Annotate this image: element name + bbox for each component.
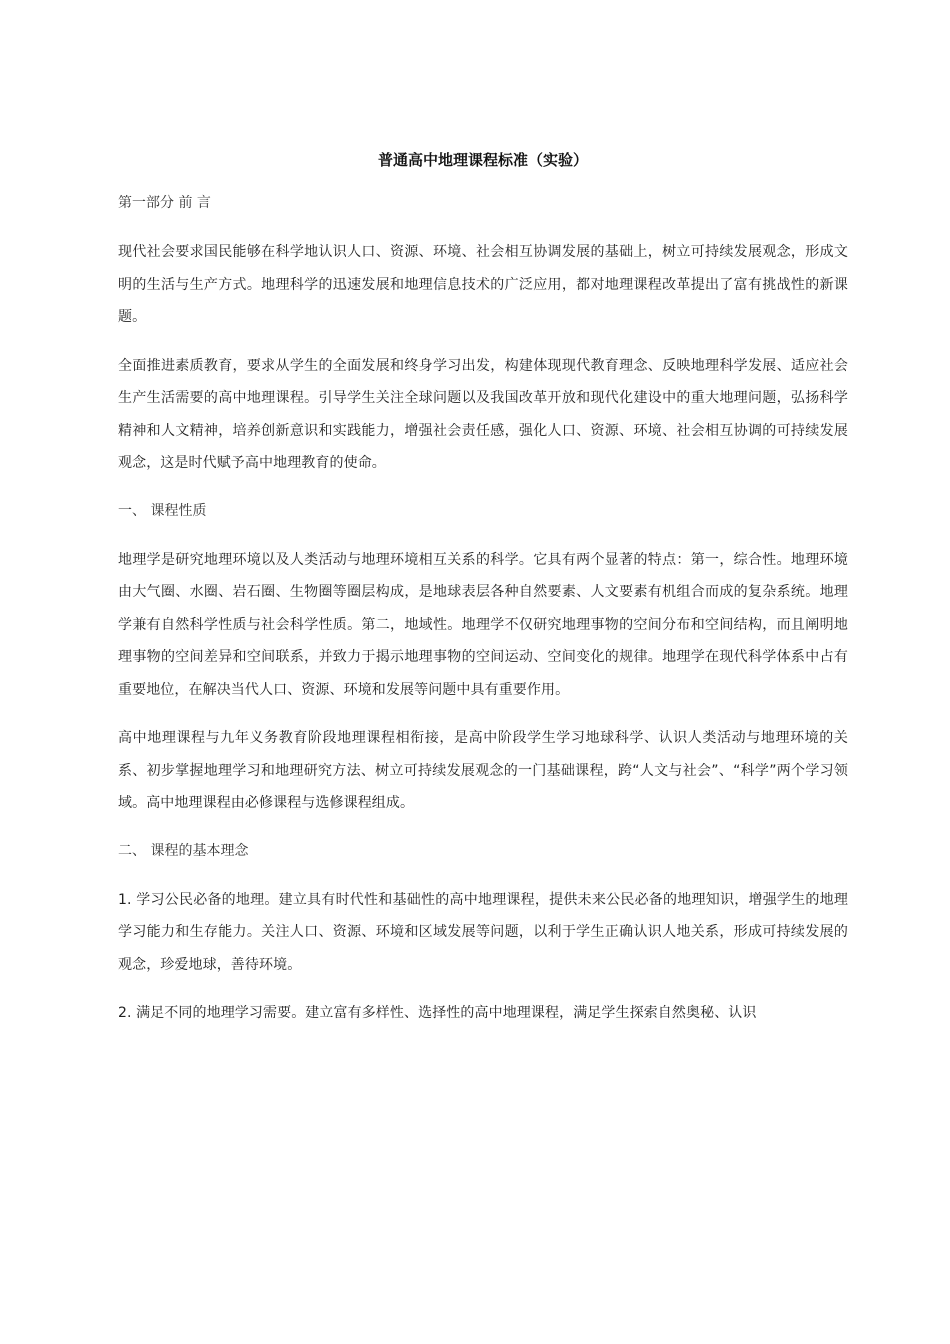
document-title: 普通高中地理课程标准（实验） — [377, 151, 588, 169]
section-1-paragraph-2: 高中地理课程与九年义务教育阶段地理课程相衔接，是高中阶段学生学习地球科学、认识人类活动与地理环境的关系、初步掌握地理学习和地理研究方法、树立可持续发展观念的一门基础课程，跨“人文与社会”、“科学”两个学习领域。高中地理课程由必修课程与选修课程组成。 — [118, 730, 848, 811]
section-2-item-2: 2. 满足不同的地理学习需要。建立富有多样性、选择性的高中地理课程，满足学生探索自然奥秘、认识 — [118, 1005, 757, 1021]
section-2-item-1: 1. 学习公民必备的地理。建立具有时代性和基础性的高中地理课程，提供未来公民必备的地理知识，增强学生的地理学习能力和生存能力。关注人口、资源、环境和区域发展等问题，以利于学生正确认识人地关系，形成可持续发展的观念，珍爱地球，善待环境。 — [118, 891, 848, 973]
section-1-paragraph-1: 地理学是研究地理环境以及人类活动与地理环境相互关系的科学。它具有两个显著的特点：第一，综合性。地理环境由大气圈、水圈、岩石圈、生物圈等圈层构成，是地球表层各种自然要素、人文要素有机组合而成的复杂系统。地理学兼有自然科学性质与社会科学性质。第二，地域性。地理学不仅研究地理事物的空间分布和空间结构，而且阐明地理事物的空间差异和空间联系，并致力于揭示地理事物的空间运动、空间变化的规律。地理学在现代科学体系中占有重要地位，在解决当代人口、资源、环境和发展等问题中具有重要作用。 — [118, 551, 848, 698]
section-2-heading: 二、 课程的基本理念 — [118, 842, 249, 859]
intro-paragraph-1: 现代社会要求国民能够在科学地认识人口、资源、环境、社会相互协调发展的基础上，树立可持续发展观念，形成文明的生活与生产方式。地理科学的迅速发展和地理信息技术的广泛应用，都对地理课程改革提出了富有挑战性的新课题。 — [118, 244, 848, 325]
document-body — [118, 140, 848, 1046]
section-1-heading: 一、 课程性质 — [118, 502, 207, 519]
intro-paragraph-2: 全面推进素质教育，要求从学生的全面发展和终身学习出发，构建体现现代教育理念、反映地理科学发展、适应社会生产生活需要的高中地理课程。引导学生关注全球问题以及我国改革开放和现代化建设中的重大地理问题，弘扬科学精神和人文精神，培养创新意识和实践能力，增强社会责任感，强化人口、资源、环境、社会相互协调的可持续发展观念，这是时代赋予高中地理教育的使命。 — [118, 357, 848, 471]
part-heading: 第一部分 前 言 — [118, 195, 211, 211]
